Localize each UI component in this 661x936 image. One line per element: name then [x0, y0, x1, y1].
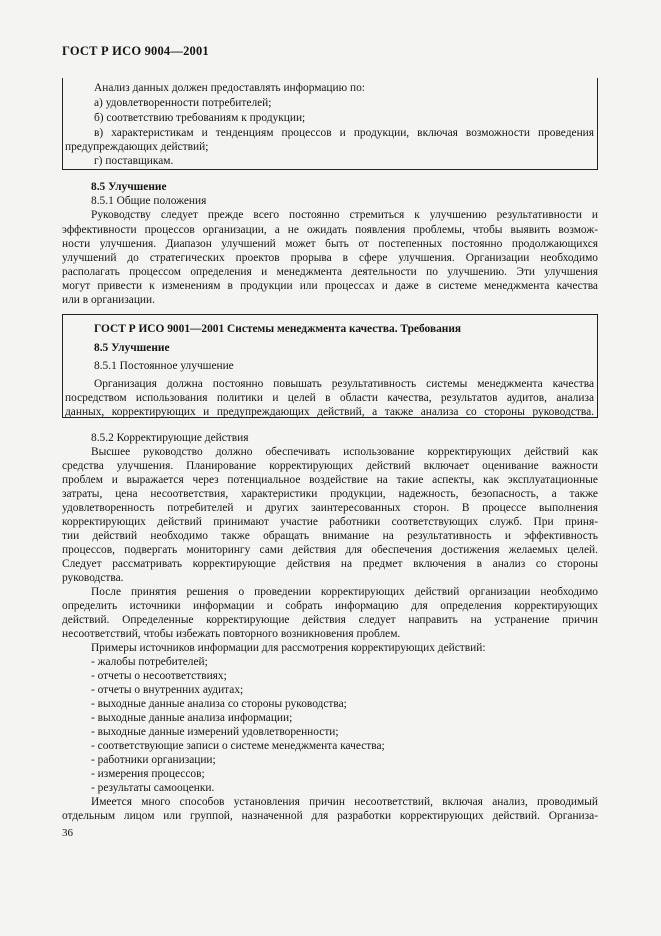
section-8-5-heading: 8.5 Улучшение — [91, 181, 167, 193]
s85-line-2: эффективности процессов организации, а не ожидать появления проблемы, чтобы выявить возмож- — [62, 224, 598, 236]
list-item: - выходные данные анализа со стороны руководства; — [91, 698, 347, 710]
list-item: - жалобы потребителей; — [91, 656, 208, 668]
s852-p2-line-2: определить источники информации и собрать информацию для определения корректирующих — [62, 600, 598, 612]
s85-line-7: или в организации. — [62, 294, 155, 306]
list-item: - результаты самооценки. — [91, 782, 215, 794]
s852-p1-line-4: затраты, цена несоответствия, характеристики продукции, надежность, безопасность, а также — [62, 488, 598, 500]
section-8-5-2-heading: 8.5.2 Корректирующие действия — [91, 432, 249, 444]
page-number: 36 — [62, 827, 73, 839]
s852-p3-line-2: отдельным лицом или группой, назначенной для разработки корректирующих действий. Организа- — [62, 810, 598, 822]
s852-p3-line-1: Имеется много способов установления причин несоответствий, включая анализ, проводимый — [91, 796, 598, 808]
s852-p1-line-6: корректирующих действий принимают участие работники соответствующих служб. При приня- — [62, 516, 598, 528]
box2-heading: 8.5 Улучшение — [94, 342, 170, 354]
box1-item-a: а) удовлетворенности потребителей; — [94, 97, 272, 109]
list-item: - отчеты о внутренних аудитах; — [91, 684, 244, 696]
box2-line-1: Организация должна постоянно повышать результативность системы менеджмента качества — [94, 378, 594, 390]
s85-line-5: располагать процессом определения и менеджмента деятельности по улучшению. Эти улучшения — [62, 266, 598, 278]
s852-p1-line-3: проблем и выражается через потенциальное воздействие на такие аспекты, как эксплуатационные — [62, 474, 598, 486]
list-item: - выходные данные измерений удовлетворенности; — [91, 726, 339, 738]
s852-p2-line-4: несоответствий, чтобы избежать повторного возникновения проблем. — [62, 628, 401, 640]
list-item: - измерения процессов; — [91, 768, 205, 780]
box2-line-2: посредством использования политики и целей в области качества, результатов аудитов, анализа — [65, 392, 594, 404]
section-8-5-1-heading: 8.5.1 Общие положения — [91, 195, 207, 207]
s852-p1-line-8: процессов, подвергать мониторингу сами действия для обеспечения достижения желаемых целей. — [62, 544, 598, 556]
list-item: - работники организации; — [91, 754, 216, 766]
list-item: - выходные данные анализа информации; — [91, 712, 293, 724]
s852-p2-line-3: действий. Определенные корректирующие действия следует направить на устранение причин — [62, 614, 598, 626]
box2-line-3: данных, корректирующих и предупреждающих действий, а также анализа со стороны руководства. — [65, 406, 594, 418]
s852-p1-line-5: удовлетворенность потребителей и других заинтересованных сторон. В процессе выполнения — [62, 502, 598, 514]
box2-subheading: 8.5.1 Постоянное улучшение — [94, 360, 234, 372]
s85-line-3: ности улучшения. Диапазон улучшений может быть от постепенных постоянно продолжающихся — [62, 238, 598, 250]
document-header: ГОСТ Р ИСО 9004—2001 — [62, 44, 209, 58]
box1-item-d: г) поставщикам. — [94, 155, 174, 167]
s85-line-4: улучшений до стратегических проектов прорыва в сфере улучшения. Организации необходимо — [62, 252, 598, 264]
list-item: - отчеты о несоответствиях; — [91, 670, 227, 682]
box2-title: ГОСТ Р ИСО 9001—2001 Системы менеджмента качества. Требования — [94, 323, 462, 335]
s852-p1-line-7: тии действий необходимо также обращать внимание на результативность и эффективность — [62, 530, 598, 542]
s852-p1-line-2: средства улучшения. Планирование корректирующих действий включает оценивание важности — [62, 460, 598, 472]
s852-p1-line-9: Следует рассматривать корректирующие действия на предмет включения в анализ со стороны — [62, 558, 598, 570]
list-item: - соответствующие записи о системе менеджмента качества; — [91, 740, 385, 752]
box1-intro: Анализ данных должен предоставлять информацию по: — [94, 82, 365, 94]
box1-item-c-line1: в) характеристикам и тенденциям процессов и продукции, включая возможности проведения — [94, 127, 594, 139]
list-intro: Примеры источников информации для рассмотрения корректирующих действий: — [91, 642, 486, 654]
s852-p1-line-1: Высшее руководство должно обеспечивать использование корректирующих действий как — [91, 446, 598, 458]
s852-p2-line-1: После принятия решения о проведении корректирующих действий организации необходимо — [91, 586, 598, 598]
s852-p1-line-10: руководства. — [62, 572, 124, 584]
box1-item-b: б) соответствию требованиям к продукции; — [94, 112, 306, 124]
s85-line-6: могут привести к изменениям в продукции или процессах и даже в системе менеджмента качества — [62, 280, 598, 292]
box1-item-c-line2: предупреждающих действий; — [65, 141, 209, 153]
s85-line-1: Руководству следует прежде всего постоянно стремиться к улучшению результативности и — [91, 209, 598, 221]
